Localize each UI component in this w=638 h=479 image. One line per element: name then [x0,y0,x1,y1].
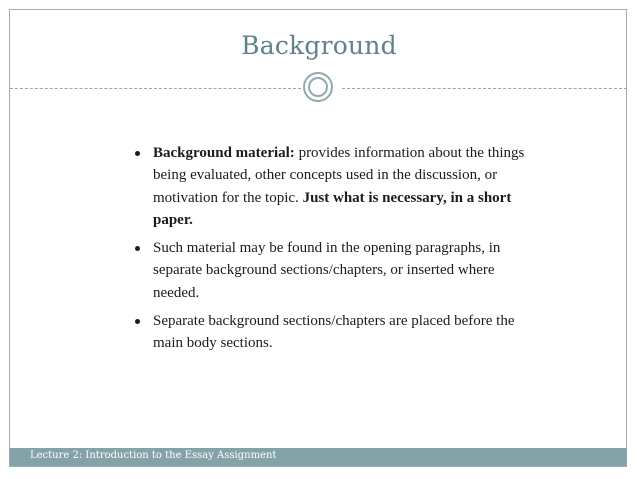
slide-title: Background [241,31,397,60]
footer-bar [10,448,627,466]
bullet-lead: Background material: [153,145,295,161]
divider-left [10,88,301,89]
bullet-list [132,142,532,361]
bullet-item [132,237,532,304]
footer-text: Lecture 2: Introduction to the Essay Assignment [30,450,277,461]
bullet-text: Separate background sections/chapters are placed before the main body sections. [153,313,515,352]
bullet-dot-icon [135,151,140,156]
bullet-dot-icon [135,319,140,324]
bullet-item [132,142,532,231]
bullet-text: Such material may be found in the opening paragraphs, in separate background sections/chapters, or inserted where needed. [153,240,501,301]
bullet-item [132,310,532,355]
circle-ornament-icon [303,72,333,102]
divider-right [342,88,627,89]
inner-circle-icon [308,77,328,97]
bullet-text: provides information about the things being evaluated, other concepts used in the discussion, or motivation for the topic. [153,145,525,206]
bullet-dot-icon [135,246,140,251]
bullet-emphasis: Just what is necessary, in a short paper. [153,189,512,228]
